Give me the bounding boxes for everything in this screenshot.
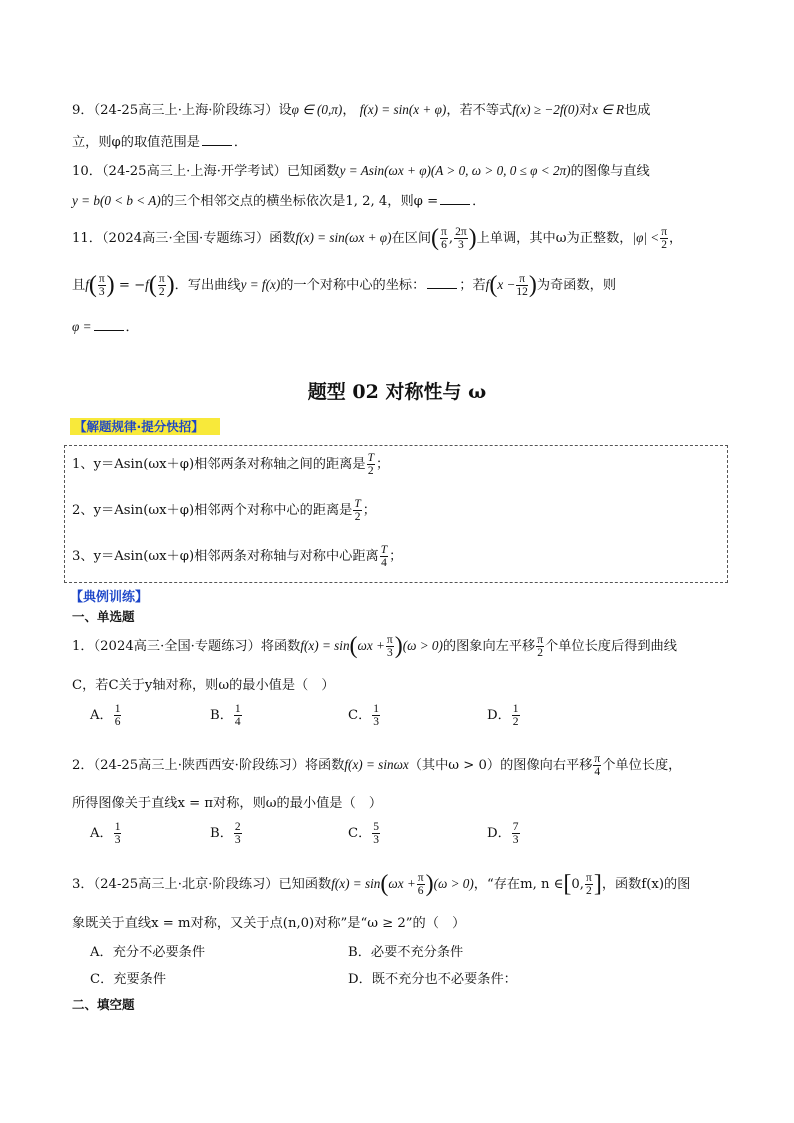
answer-blank [94,318,124,331]
section-title: 题型 02 对称性与 ω [307,381,487,403]
option[interactable]: B．必要不充分条件 [348,945,464,960]
q11-line2: 且f( $\frac{\pi}{3}$ ) = −f( $\frac{\pi}{2}$ )．写出曲线y = f(x)的一个对称中心的坐标： ；若f(x − $\frac{\pi}{12}$ )为奇函数，则 [72,272,617,298]
option[interactable]: A．充分不必要条件 [90,945,206,960]
e3-line1: 3．（24-25高三上·北京·阶段练习）已知函数f(x) = sin(ωx + $\frac{\pi}{6}$ )(ω > 0)，“存在m, n ∈[0, $\frac{\pi}{2}$ ]，函数f(x)的图 [72,871,691,897]
option[interactable]: C． $\frac{1}{3}$ [348,703,380,729]
example-tag: 【典例训练】 [70,590,149,605]
option[interactable]: D．既不充分也不必要条件： [348,972,517,987]
tip-item: 1、y＝Asin(ωx＋φ)相邻两条对称轴之间的距离是 $\frac{T}{2}$ ； [72,452,390,478]
option[interactable]: D． $\frac{1}{2}$ [487,703,519,729]
q10-line2: y = b(0 < b < A)的三个相邻交点的横坐标依次是1, 2, 4，则φ = ． [72,193,486,209]
option[interactable]: A． $\frac{1}{6}$ [90,703,121,729]
tip-item: 2、y＝Asin(ωx＋φ)相邻两个对称中心的距离是 $\frac{T}{2}$ ； [72,498,376,524]
option[interactable]: A． $\frac{1}{3}$ [90,821,121,847]
e3-line2: 象既关于直线x = m对称，又关于点(n,0)对称”是“ω ≥ 2”的（ ） [72,916,466,931]
answer-blank [440,192,470,205]
answer-blank [427,276,457,289]
tip-item: 3、y＝Asin(ωx＋φ)相邻两条对称轴与对称中心距离 $\frac{T}{4}$ ； [72,544,403,570]
option[interactable]: D． $\frac{7}{3}$ [487,821,519,847]
option[interactable]: B． $\frac{1}{4}$ [210,703,241,729]
part-heading: 二、填空题 [72,997,135,1012]
e1-line1: 1．（2024高三·全国·专题练习）将函数f(x) = sin(ωx + $\frac{\pi}{3}$ )(ω > 0)的图象向左平移 $\frac{\pi}{2}$ 个单位长度后得到曲线 [72,633,677,659]
option[interactable]: B． $\frac{2}{3}$ [210,821,241,847]
q11-line1: 11．（2024高三·全国·专题练习）函数f(x) = sin(ωx + φ)在区间( $\frac{\pi}{6}$ , $\frac{2\pi}{3}$ )上单调，其中ω为正整数，|φ| < $\frac{\pi}{2}$ ， [72,225,683,251]
option[interactable]: C．充要条件 [90,972,167,987]
option[interactable]: C． $\frac{5}{3}$ [348,821,380,847]
tips-tag: 【解题规律·提分快招】 [70,418,220,435]
e2-line1: 2．（24-25高三上·陕西西安·阶段练习）将函数f(x) = sinωx（其中ω > 0）的图像向右平移 $\frac{\pi}{4}$ 个单位长度， [72,753,682,779]
q9-line1: 9．（24-25高三上·上海·阶段练习）设φ ∈ (0,π)， f(x) = sin(x + φ)，若不等式f(x) ≥ −2f(0)对x ∈ R也成 [72,102,651,118]
e1-line2: C，若C关于y轴对称，则ω的最小值是（ ） [72,678,335,693]
e2-line2: 所得图像关于直线x = π对称，则ω的最小值是（ ） [72,796,383,811]
q10-line1: 10．（24-25高三上·上海·开学考试）已知函数y = Asin(ωx + φ)(A > 0, ω > 0, 0 ≤ φ < 2π)的图像与直线 [72,163,650,179]
q9-line2: 立，则φ的取值范围是 ． [72,135,248,150]
answer-blank [202,133,232,146]
part-heading: 一、单选题 [72,609,135,624]
q11-line3: φ = ． [72,319,139,335]
